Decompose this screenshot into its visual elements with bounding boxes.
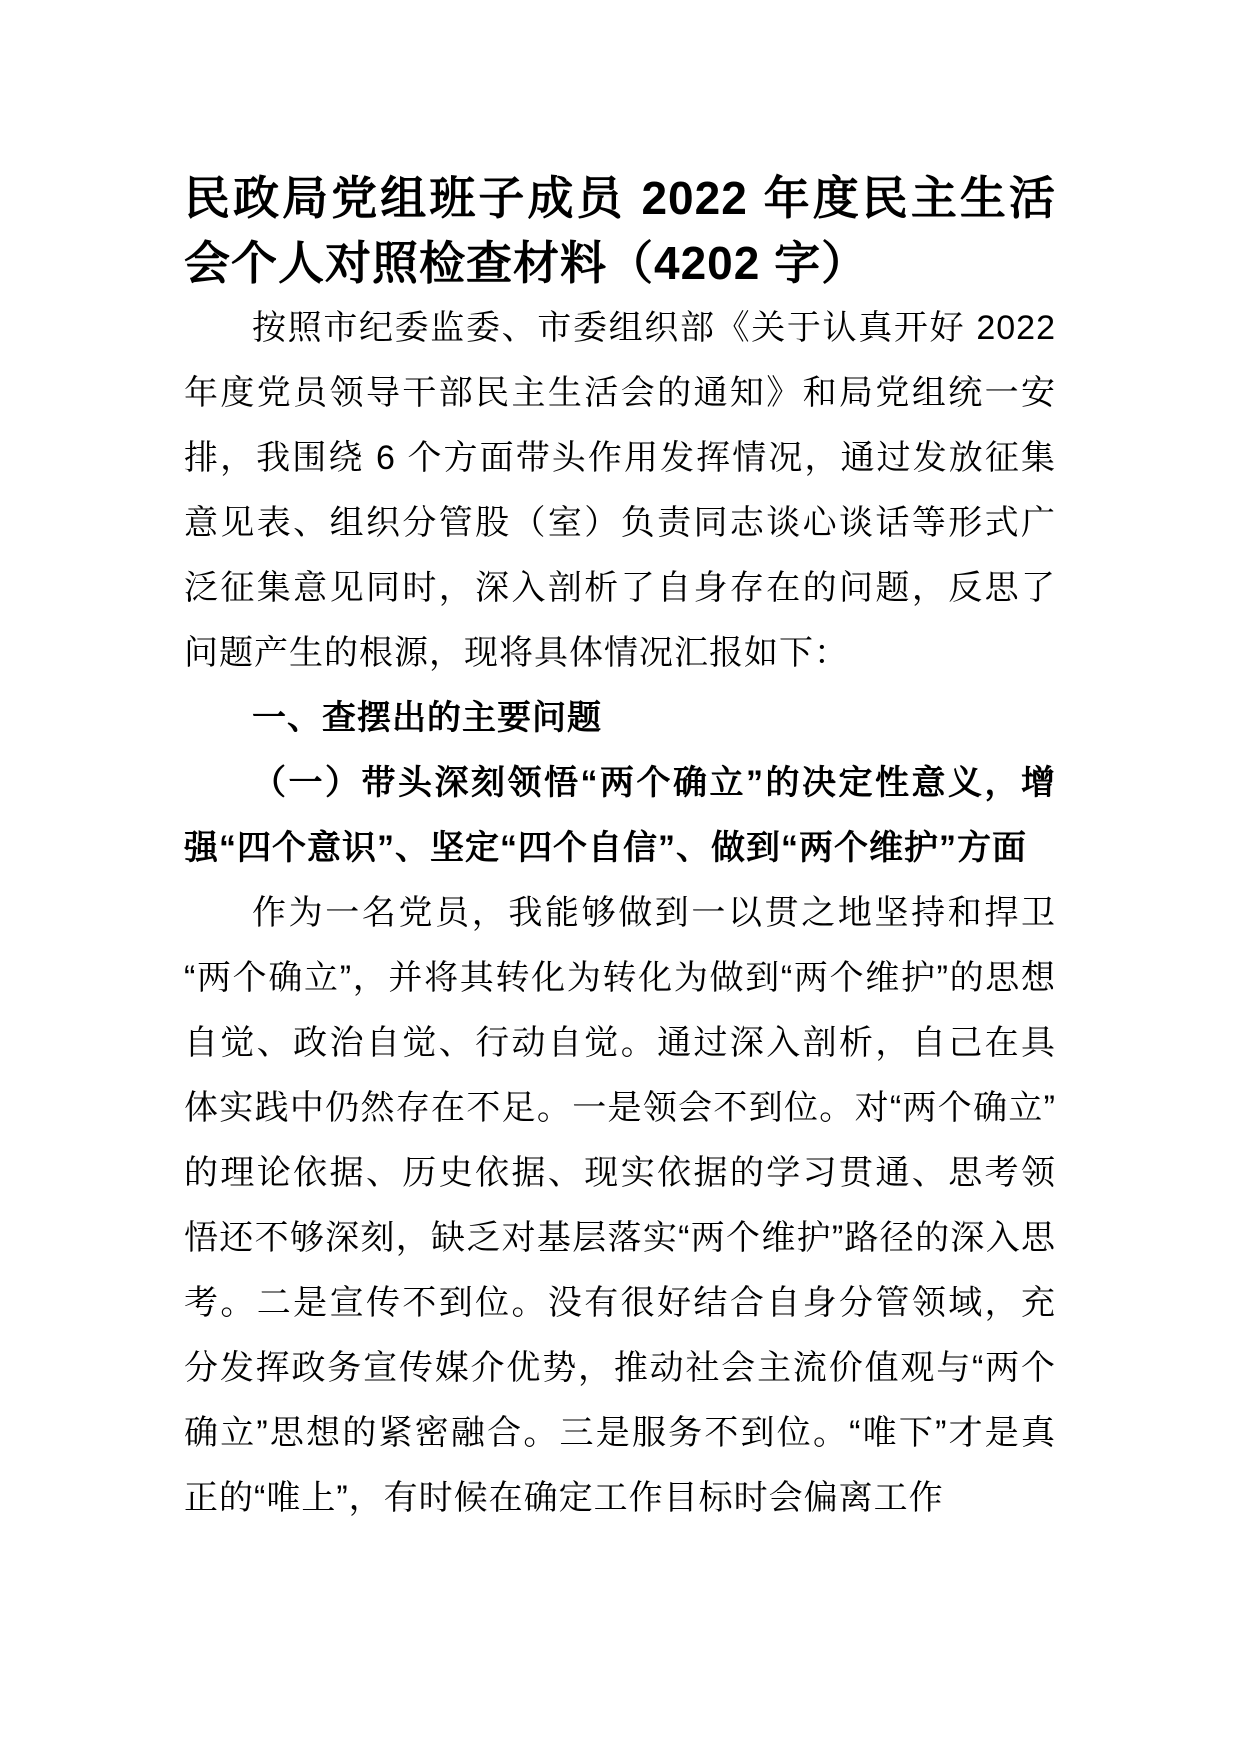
section-body-paragraph: 作为一名党员，我能够做到一以贯之地坚持和捍卫“两个确立”，并将其转化为转化为做到“两个维护”的思想自觉、政治自觉、行动自觉。通过深入剖析，自己在具体实践中仍然存在不足。一是领会不到位。对“两个确立”的理论依据、历史依据、现实依据的学习贯通、思考领悟还不够深刻，缺乏对基层落实“两个维护”路径的深入思考。二是宣传不到位。没有很好结合自身分管领域，充分发挥政务宣传媒介优势，推动社会主流价值观与“两个确立”思想的紧密融合。三是服务不到位。“唯下”才是真正的“唯上”，有时候在确定工作目标时会偏离工作 — [184, 894, 1056, 1517]
intro-paragraph: 按照市纪委监委、市委组织部《关于认真开好 2022 年度党员领导干部民主生活会的通知》和局党组统一安排，我围绕 6 个方面带头作用发挥情况，通过发放征集意见表、组织分管股（室）负责同志谈心谈话等形式广泛征集意见同时，深入剖析了自身存在的问题，反思了问题产生的根源，现将具体情况汇报如下： — [184, 309, 1056, 672]
subsection-heading-two-establishes: （一）带头深刻领悟“两个确立”的决定性意义，增强“四个意识”、坚定“四个自信”、做到“两个维护”方面 — [184, 764, 1056, 867]
section-heading-main-problems: 一、查摆出的主要问题 — [252, 699, 602, 737]
document-title: 民政局党组班子成员 2022 年度民主生活会个人对照检查材料（4202 字） — [184, 172, 1056, 289]
